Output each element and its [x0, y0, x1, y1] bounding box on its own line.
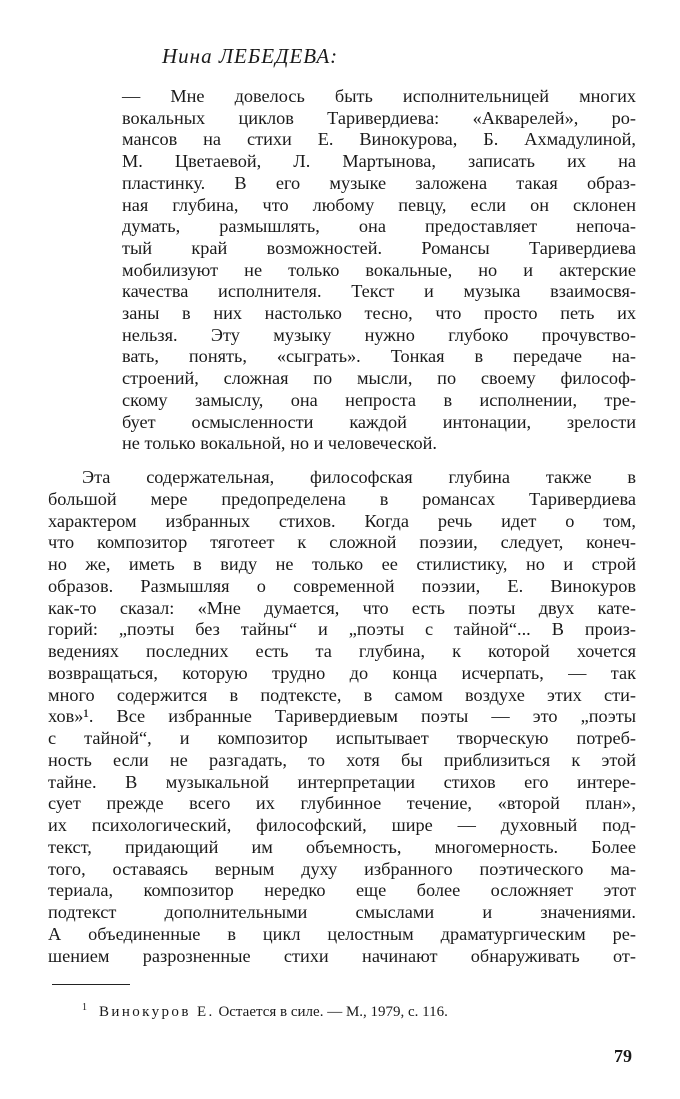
quote-line: качества исполнителя. Текст и музыка взаимосвя- [122, 281, 636, 302]
body-line: териала, композитор нередко еще более осложняет этот [48, 880, 636, 901]
body-line: Эта содержательная, философская глубина также в [82, 467, 636, 487]
quote-line: мансов на стихи Е. Винокурова, Б. Ахмадулиной, [122, 129, 636, 150]
body-line: шением разрозненные стихи начинают обнаруживать от- [48, 945, 636, 966]
footnote-marker: 1 [82, 1002, 87, 1013]
body-line: характером избранных стихов. Когда речь идет о том, [48, 510, 636, 531]
body-line: того, оставаясь верным духу избранного поэтического ма- [48, 858, 636, 879]
body-paragraph [48, 467, 636, 967]
quote-line: заны в них настолько тесно, что просто петь их [122, 303, 636, 324]
quote-line: М. Цветаевой, Л. Мартынова, записать их на [122, 151, 636, 172]
body-line: хов»¹. Все избранные Таривердиевым поэты — это „поэты [48, 706, 636, 727]
quote-line: строений, сложная по мысли, по своему философ- [122, 368, 636, 389]
body-line: подтекст дополнительными смыслами и значениями. [48, 902, 636, 922]
quote-line: пластинку. В его музыке заложена такая образ- [122, 172, 636, 193]
body-line: но же, иметь в виду не только ее стилистику, но и строй [48, 554, 636, 574]
body-line: большой мере предопределена в романсах Таривердиева [48, 488, 636, 509]
page-number: 79 [614, 1046, 632, 1066]
body-line: что композитор тяготеет к сложной поэзии, следует, конеч- [48, 532, 636, 553]
quote-line: тый край возможностей. Романсы Таривердиева [122, 237, 636, 258]
quote-line: вокальных циклов Таривердиева: «Акварелей», ро- [122, 107, 636, 128]
body-line: возвращаться, которую трудно до конца исчерпать, — так [48, 662, 636, 683]
quote-line: ная глубина, что любому певцу, если он склонен [122, 194, 636, 215]
body-line: как-то сказал: «Мне думается, что есть поэты двух кате- [48, 597, 636, 618]
quote-line: мобилизуют не только вокальные, но и актерские [122, 259, 636, 280]
quote-line: скому замыслу, она непроста в исполнении, тре- [122, 389, 636, 410]
quote-line: не только вокальной, но и человеческой. [122, 433, 438, 454]
footnote-author: Винокуров Е. [99, 1004, 215, 1020]
quote-line: — Мне довелось быть исполнительницей многих [122, 86, 636, 106]
body-line: ведениях последних есть та глубина, к которой хочется [48, 641, 636, 661]
body-line: ность если не разгадать, то хотя бы приблизиться к этой [48, 749, 636, 770]
footnote-divider [52, 984, 130, 985]
quote-line: вать, понять, «сыграть». Тонкая в передаче на- [122, 346, 636, 367]
footnote-text: Остается в силе. — М., 1979, с. 116. [218, 1004, 448, 1020]
quote-line: думать, размышлять, она предоставляет непоча- [122, 216, 636, 237]
footnote [82, 1002, 448, 1021]
body-line: текст, придающий им объемность, многомерность. Более [48, 836, 636, 857]
body-line: тайне. В музыкальной интерпретации стихов его интере- [48, 771, 636, 792]
body-line: горий: „поэты без тайны“ и „поэты с тайной“... В произ- [48, 619, 636, 640]
quote-line: бует осмысленности каждой интонации, зрелости [122, 411, 636, 432]
quote-line: нельзя. Эту музыку нужно глубоко прочувство- [122, 324, 636, 345]
body-line: сует прежде всего их глубинное течение, «второй план», [48, 793, 636, 814]
speaker-name: Нина ЛЕБЕДЕВА: [162, 44, 339, 68]
body-line: много содержится в подтексте, в самом воздухе этих сти- [48, 684, 636, 705]
body-line: с тайной“, и композитор испытывает творческую потреб- [48, 728, 636, 748]
quote-block [122, 86, 636, 455]
body-line: А объединенные в цикл целостным драматургическим ре- [48, 923, 636, 944]
body-line: их психологический, философский, шире — духовный под- [48, 815, 636, 835]
body-line: образов. Размышляя о современной поэзии, Е. Винокуров [48, 575, 636, 596]
